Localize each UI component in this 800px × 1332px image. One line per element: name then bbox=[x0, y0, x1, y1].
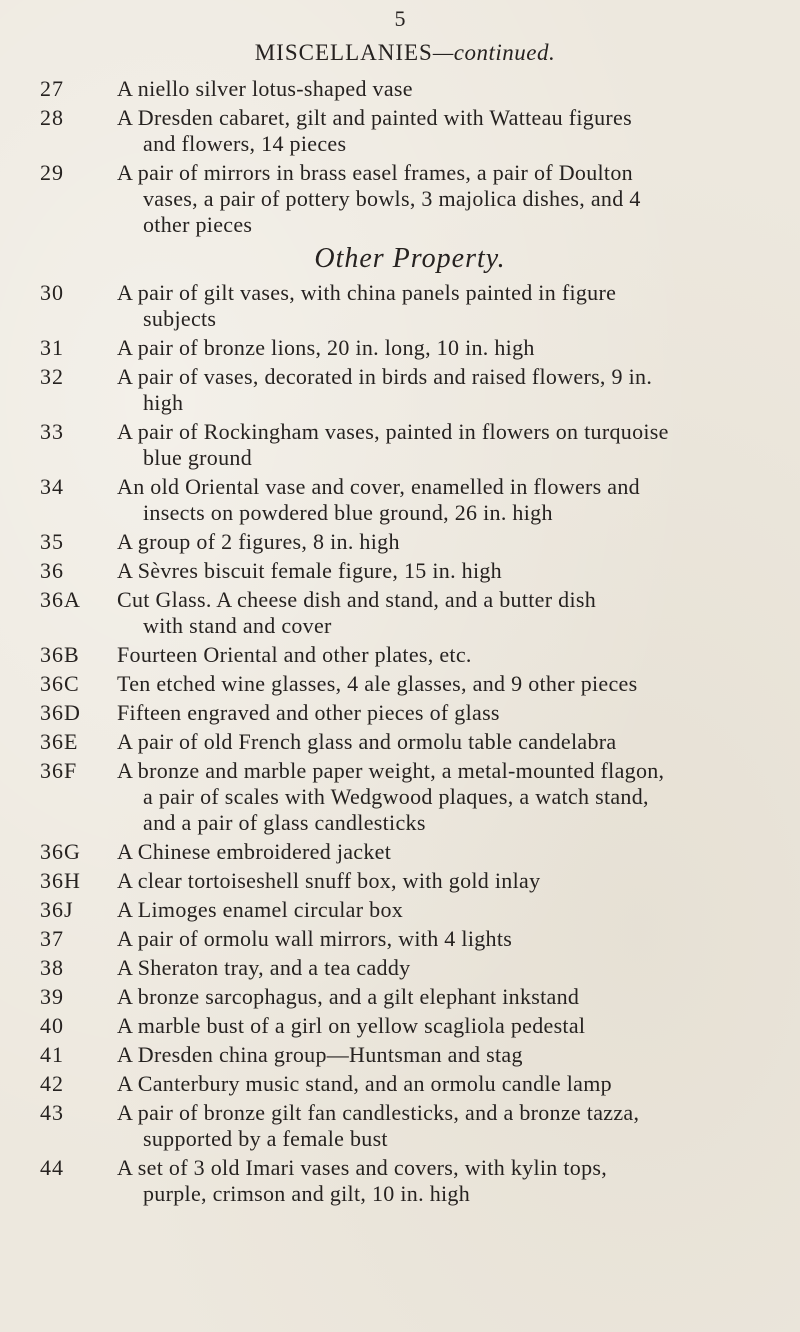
lot-description bbox=[118, 839, 768, 865]
lot-description bbox=[118, 1013, 768, 1039]
lot-number: 37 bbox=[40, 926, 64, 951]
lot-line: other pieces bbox=[143, 212, 253, 237]
lot-line: A Chinese embroidered jacket bbox=[117, 839, 392, 864]
lot-list bbox=[0, 76, 800, 1207]
lot-number: 40 bbox=[40, 1013, 64, 1038]
lot-entry bbox=[0, 642, 800, 668]
lot-line: with stand and cover bbox=[143, 613, 332, 638]
lot-description bbox=[118, 1071, 768, 1097]
lot-line: A marble bust of a girl on yellow scagliola pedestal bbox=[117, 1013, 586, 1038]
lot-line: A pair of vases, decorated in birds and raised flowers, 9 in. bbox=[117, 364, 653, 389]
running-head bbox=[0, 40, 800, 66]
lot-number: 36G bbox=[40, 839, 81, 864]
lot-number: 36D bbox=[40, 700, 81, 725]
lot-line: Fifteen engraved and other pieces of glass bbox=[117, 700, 500, 725]
lot-number: 38 bbox=[40, 955, 64, 980]
lot-number: 36C bbox=[40, 671, 80, 696]
lot-number: 36F bbox=[40, 758, 78, 783]
lot-description bbox=[118, 1042, 768, 1068]
lot-entry bbox=[0, 671, 800, 697]
lot-line: Ten etched wine glasses, 4 ale glasses, and 9 other pieces bbox=[117, 671, 638, 696]
lot-line: A pair of bronze lions, 20 in. long, 10 in. high bbox=[117, 335, 535, 360]
lot-line: A group of 2 figures, 8 in. high bbox=[117, 529, 400, 554]
lot-line: A bronze sarcophagus, and a gilt elephant inkstand bbox=[117, 984, 580, 1009]
lot-line: A pair of old French glass and ormolu table candelabra bbox=[117, 729, 617, 754]
lot-entry bbox=[0, 955, 800, 981]
lot-line: and a pair of glass candlesticks bbox=[143, 810, 426, 835]
lot-entry bbox=[0, 729, 800, 755]
lot-number: 30 bbox=[40, 280, 64, 305]
lot-line: A Canterbury music stand, and an ormolu candle lamp bbox=[117, 1071, 612, 1096]
lot-number: 43 bbox=[40, 1100, 64, 1125]
lot-number: 28 bbox=[40, 105, 64, 130]
lot-description bbox=[118, 700, 768, 726]
lot-description bbox=[118, 984, 768, 1010]
lot-line: A clear tortoiseshell snuff box, with gold inlay bbox=[117, 868, 541, 893]
running-head-continued: —continued. bbox=[432, 40, 556, 65]
lot-entry bbox=[0, 1013, 800, 1039]
lot-entry bbox=[0, 984, 800, 1010]
lot-number: 33 bbox=[40, 419, 64, 444]
lot-entry bbox=[0, 529, 800, 555]
lot-entry bbox=[0, 364, 800, 416]
lot-description bbox=[118, 76, 768, 102]
lot-line: supported by a female bust bbox=[143, 1126, 388, 1151]
section-heading: Other Property. bbox=[314, 243, 506, 274]
lot-description bbox=[118, 587, 768, 639]
lot-description bbox=[118, 474, 768, 526]
lot-entry bbox=[0, 587, 800, 639]
lot-line: purple, crimson and gilt, 10 in. high bbox=[143, 1181, 471, 1206]
lot-line: insects on powdered blue ground, 26 in. high bbox=[143, 500, 553, 525]
lot-number: 42 bbox=[40, 1071, 64, 1096]
lot-entry bbox=[0, 1155, 800, 1207]
lot-number: 36H bbox=[40, 868, 81, 893]
lot-description bbox=[118, 335, 768, 361]
lot-line: A Limoges enamel circular box bbox=[117, 897, 404, 922]
lot-line: high bbox=[143, 390, 184, 415]
lot-entry bbox=[0, 160, 800, 238]
lot-entry bbox=[0, 419, 800, 471]
lot-description bbox=[118, 897, 768, 923]
lot-description bbox=[118, 955, 768, 981]
lot-number: 41 bbox=[40, 1042, 64, 1067]
lot-entry bbox=[0, 474, 800, 526]
lot-line: vases, a pair of pottery bowls, 3 majolica dishes, and 4 bbox=[143, 186, 641, 211]
lot-number: 35 bbox=[40, 529, 64, 554]
lot-line: A bronze and marble paper weight, a metal-mounted flagon, bbox=[117, 758, 665, 783]
lot-description bbox=[118, 280, 768, 332]
lot-description bbox=[118, 671, 768, 697]
lot-description bbox=[118, 529, 768, 555]
lot-line: Fourteen Oriental and other plates, etc. bbox=[117, 642, 472, 667]
lot-line: A Sèvres biscuit female figure, 15 in. high bbox=[117, 558, 502, 583]
lot-entry bbox=[0, 280, 800, 332]
lot-entry bbox=[0, 558, 800, 584]
lot-description bbox=[118, 868, 768, 894]
lot-description bbox=[118, 558, 768, 584]
lot-line: A niello silver lotus-shaped vase bbox=[117, 76, 413, 101]
lot-number: 32 bbox=[40, 364, 64, 389]
lot-description bbox=[118, 642, 768, 668]
lot-number: 27 bbox=[40, 76, 64, 101]
lot-number: 44 bbox=[40, 1155, 64, 1180]
lot-entry bbox=[0, 1042, 800, 1068]
lot-line: and flowers, 14 pieces bbox=[143, 131, 347, 156]
lot-line: subjects bbox=[143, 306, 217, 331]
lot-description bbox=[118, 1155, 768, 1207]
lot-line: A pair of gilt vases, with china panels painted in figure bbox=[117, 280, 617, 305]
lot-number: 36 bbox=[40, 558, 64, 583]
lot-entry bbox=[0, 1100, 800, 1152]
lot-line: A pair of Rockingham vases, painted in flowers on turquoise bbox=[117, 419, 669, 444]
lot-number: 36J bbox=[40, 897, 74, 922]
lot-line: A pair of bronze gilt fan candlesticks, and a bronze tazza, bbox=[117, 1100, 640, 1125]
lot-description bbox=[118, 160, 768, 238]
lot-line: A set of 3 old Imari vases and covers, with kylin tops, bbox=[117, 1155, 608, 1180]
lot-entry bbox=[0, 105, 800, 157]
lot-line: A Sheraton tray, and a tea caddy bbox=[117, 955, 411, 980]
lot-number: 34 bbox=[40, 474, 64, 499]
lot-line: An old Oriental vase and cover, enamelled in flowers and bbox=[117, 474, 640, 499]
lot-number: 36A bbox=[40, 587, 81, 612]
lot-description bbox=[118, 729, 768, 755]
lot-entry bbox=[0, 897, 800, 923]
lot-number: 31 bbox=[40, 335, 64, 360]
lot-description bbox=[118, 1100, 768, 1152]
lot-entry bbox=[0, 868, 800, 894]
lot-description bbox=[118, 364, 768, 416]
lot-entry bbox=[0, 1071, 800, 1097]
lot-description bbox=[118, 105, 768, 157]
lot-line: blue ground bbox=[143, 445, 253, 470]
lot-description bbox=[118, 758, 768, 836]
lot-description bbox=[118, 419, 768, 471]
lot-entry bbox=[0, 758, 800, 836]
lot-number: 29 bbox=[40, 160, 64, 185]
lot-line: A pair of mirrors in brass easel frames, a pair of Doulton bbox=[117, 160, 633, 185]
lot-entry bbox=[0, 335, 800, 361]
lot-line: A pair of ormolu wall mirrors, with 4 lights bbox=[117, 926, 513, 951]
lot-line: a pair of scales with Wedgwood plaques, a watch stand, bbox=[143, 784, 649, 809]
lot-entry bbox=[0, 926, 800, 952]
lot-entry bbox=[0, 839, 800, 865]
lot-line: Cut Glass. A cheese dish and stand, and a butter dish bbox=[117, 587, 597, 612]
lot-entry bbox=[0, 76, 800, 102]
lot-number: 36E bbox=[40, 729, 79, 754]
lot-number: 39 bbox=[40, 984, 64, 1009]
lot-line: A Dresden cabaret, gilt and painted with Watteau figures bbox=[117, 105, 632, 130]
lot-line: A Dresden china group—Huntsman and stag bbox=[117, 1042, 523, 1067]
page-number: 5 bbox=[394, 6, 406, 31]
lot-entry bbox=[0, 700, 800, 726]
lot-description bbox=[118, 926, 768, 952]
lot-number: 36B bbox=[40, 642, 80, 667]
running-head-title: MISCELLANIES bbox=[254, 40, 433, 65]
